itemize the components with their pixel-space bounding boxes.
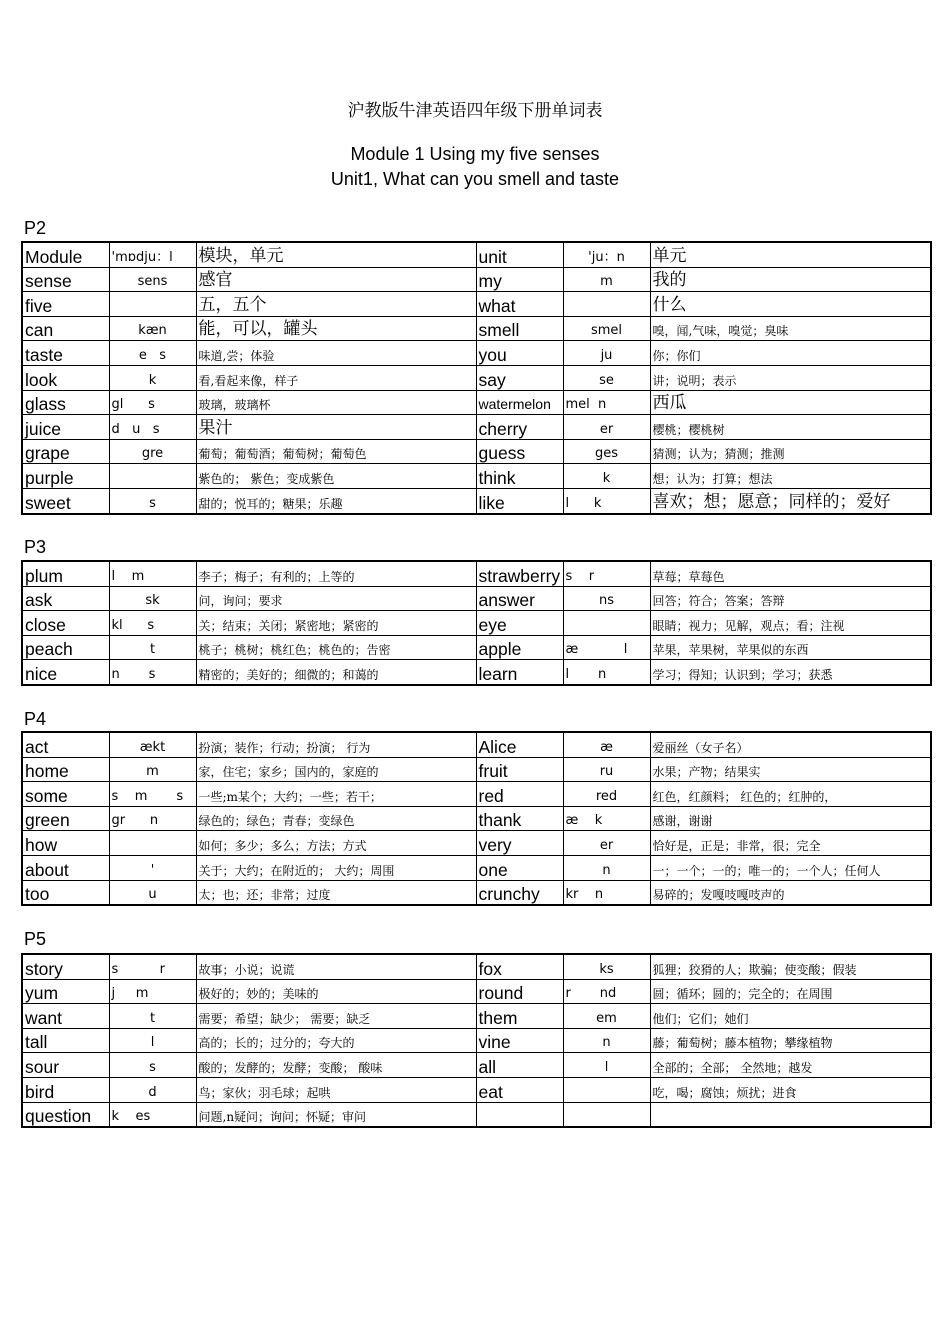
phonetic-cell: er xyxy=(563,415,650,440)
phonetic-cell: ju xyxy=(563,341,650,366)
word-cell: crunchy xyxy=(476,880,563,905)
table-row xyxy=(22,439,931,464)
word-cell: fruit xyxy=(476,757,563,782)
word-cell: them xyxy=(476,1004,563,1029)
word-cell: tall xyxy=(22,1028,109,1053)
module-heading: Module 1 Using my five senses xyxy=(350,144,600,164)
table-row xyxy=(22,1077,931,1102)
word-cell xyxy=(476,1102,563,1127)
meaning-cell: 狐狸；狡猾的人；欺骗；使变酸；假装 xyxy=(650,954,931,979)
meaning-cell: 学习；得知；认识到；学习；获悉 xyxy=(650,660,931,685)
meaning-cell: 果汁 xyxy=(196,415,476,440)
word-cell: thank xyxy=(476,806,563,831)
table-row xyxy=(22,757,931,782)
table-row xyxy=(22,855,931,880)
phonetic-cell: l xyxy=(563,1053,650,1078)
word-cell: home xyxy=(22,757,109,782)
phonetic-cell: ru xyxy=(563,757,650,782)
word-cell: peach xyxy=(22,635,109,660)
meaning-cell: 猜测；认为；猜测；推测 xyxy=(650,439,931,464)
meaning-cell: 吃，喝；腐蚀；烦扰；进食 xyxy=(650,1077,931,1102)
word-cell: guess xyxy=(476,439,563,464)
word-cell: yum xyxy=(22,979,109,1004)
meaning-cell: 全部的；全部； 全然地；越发 xyxy=(650,1053,931,1078)
phonetic-cell: ns xyxy=(563,586,650,611)
table-row xyxy=(22,831,931,856)
table-row xyxy=(22,806,931,831)
meaning-cell: 藤；葡萄树；藤本植物；攀缘植物 xyxy=(650,1028,931,1053)
word-cell: all xyxy=(476,1053,563,1078)
phonetic-cell: sens xyxy=(109,267,196,292)
word-cell: purple xyxy=(22,464,109,489)
phonetic-cell: smel xyxy=(563,316,650,341)
word-cell: one xyxy=(476,855,563,880)
word-cell: cherry xyxy=(476,415,563,440)
word-cell: story xyxy=(22,954,109,979)
table-row xyxy=(22,292,931,317)
meaning-cell: 需要；希望；缺少； 需要；缺乏 xyxy=(196,1004,476,1029)
word-cell: want xyxy=(22,1004,109,1029)
phonetic-cell: k xyxy=(109,365,196,390)
table-row xyxy=(22,586,931,611)
phonetic-cell: æ k xyxy=(563,806,650,831)
word-cell: you xyxy=(476,341,563,366)
word-cell: sweet xyxy=(22,488,109,513)
phonetic-cell: j m xyxy=(109,979,196,1004)
phonetic-cell: t xyxy=(109,1004,196,1029)
meaning-cell: 圆；循环；圆的；完全的；在周围 xyxy=(650,979,931,1004)
meaning-cell: 问，询问；要求 xyxy=(196,586,476,611)
phonetic-cell: kl s xyxy=(109,611,196,636)
word-cell: can xyxy=(22,316,109,341)
meaning-cell: 感官 xyxy=(196,267,476,292)
table-row xyxy=(22,415,931,440)
meaning-cell: 想；认为；打算；想法 xyxy=(650,464,931,489)
phonetic-cell: l xyxy=(109,1028,196,1053)
phonetic-cell xyxy=(109,292,196,317)
phonetic-cell: l n xyxy=(563,660,650,685)
phonetic-cell: kr n xyxy=(563,880,650,905)
word-cell: unit xyxy=(476,242,563,267)
phonetic-cell: æ xyxy=(563,732,650,757)
phonetic-cell: mel n xyxy=(563,390,650,415)
meaning-cell: 苹果，苹果树，苹果似的东西 xyxy=(650,635,931,660)
table-row xyxy=(22,242,931,267)
phonetic-cell: m xyxy=(109,757,196,782)
phonetic-cell xyxy=(109,464,196,489)
word-cell: plum xyxy=(22,561,109,586)
word-cell: strawberry xyxy=(476,561,563,586)
meaning-cell: 单元 xyxy=(650,242,931,267)
table-row xyxy=(22,341,931,366)
table-row xyxy=(22,464,931,489)
phonetic-cell: d xyxy=(109,1077,196,1102)
phonetic-cell: sk xyxy=(109,586,196,611)
phonetic-cell: t xyxy=(109,635,196,660)
meaning-cell: 爱丽丝（女子名） xyxy=(650,732,931,757)
meaning-cell: 太；也；还；非常；过度 xyxy=(196,880,476,905)
word-cell: what xyxy=(476,292,563,317)
page-label-p5: P5 xyxy=(24,929,47,949)
word-cell: Module xyxy=(22,242,109,267)
meaning-cell: 能，可以，罐头 xyxy=(196,316,476,341)
meaning-cell: 喜欢；想；愿意；同样的；爱好 xyxy=(650,488,931,513)
meaning-cell xyxy=(650,1102,931,1127)
unit-heading: Unit1, What can you smell and taste xyxy=(330,169,620,189)
meaning-cell: 易碎的；发嘎吱嘎吱声的 xyxy=(650,880,931,905)
meaning-cell: 感谢，谢谢 xyxy=(650,806,931,831)
word-cell: green xyxy=(22,806,109,831)
table-row xyxy=(22,1053,931,1078)
table-row xyxy=(22,954,931,979)
meaning-cell: 草莓；草莓色 xyxy=(650,561,931,586)
meaning-cell: 红色，红颜料； 红色的；红肿的， xyxy=(650,782,931,807)
phonetic-cell: s r xyxy=(563,561,650,586)
table-row xyxy=(22,1004,931,1029)
word-cell: too xyxy=(22,880,109,905)
phonetic-cell: æ l xyxy=(563,635,650,660)
word-cell: vine xyxy=(476,1028,563,1053)
table-row xyxy=(22,390,931,415)
word-cell: juice xyxy=(22,415,109,440)
word-cell: round xyxy=(476,979,563,1004)
word-cell: nice xyxy=(22,660,109,685)
word-cell: question xyxy=(22,1102,109,1127)
word-cell: eat xyxy=(476,1077,563,1102)
meaning-cell: 水果；产物；结果实 xyxy=(650,757,931,782)
word-cell: ask xyxy=(22,586,109,611)
word-cell: my xyxy=(476,267,563,292)
phonetic-cell: ges xyxy=(563,439,650,464)
meaning-cell: 故事；小说；说谎 xyxy=(196,954,476,979)
word-cell: think xyxy=(476,464,563,489)
word-cell: about xyxy=(22,855,109,880)
word-cell: learn xyxy=(476,660,563,685)
word-cell: five xyxy=(22,292,109,317)
phonetic-cell: m xyxy=(563,267,650,292)
phonetic-cell: em xyxy=(563,1004,650,1029)
phonetic-cell xyxy=(563,611,650,636)
table-row xyxy=(22,635,931,660)
word-cell: look xyxy=(22,365,109,390)
meaning-cell: 味道,尝；体验 xyxy=(196,341,476,366)
page-label-p3: P3 xyxy=(24,537,47,557)
phonetic-cell: 'ju：n xyxy=(563,242,650,267)
phonetic-cell: l m xyxy=(109,561,196,586)
word-cell: like xyxy=(476,488,563,513)
word-cell: fox xyxy=(476,954,563,979)
phonetic-cell: kæn xyxy=(109,316,196,341)
meaning-cell: 鸟；家伙；羽毛球；起哄 xyxy=(196,1077,476,1102)
vocab-table-p4 xyxy=(21,731,932,906)
meaning-cell: 家，住宅；家乡；国内的，家庭的 xyxy=(196,757,476,782)
meaning-cell: 高的；长的；过分的；夸大的 xyxy=(196,1028,476,1053)
phonetic-cell: r nd xyxy=(563,979,650,1004)
phonetic-cell: n s xyxy=(109,660,196,685)
vocab-table-p3 xyxy=(21,560,932,686)
meaning-cell: 葡萄；葡萄酒；葡萄树；葡萄色 xyxy=(196,439,476,464)
table-row xyxy=(22,732,931,757)
phonetic-cell: k es xyxy=(109,1102,196,1127)
phonetic-cell: red xyxy=(563,782,650,807)
meaning-cell: 看,看起来像，样子 xyxy=(196,365,476,390)
phonetic-cell: gr n xyxy=(109,806,196,831)
meaning-cell: 如何；多少；多么；方法；方式 xyxy=(196,831,476,856)
table-row xyxy=(22,267,931,292)
phonetic-cell xyxy=(109,831,196,856)
word-cell: answer xyxy=(476,586,563,611)
word-cell: how xyxy=(22,831,109,856)
phonetic-cell: s m s xyxy=(109,782,196,807)
phonetic-cell: se xyxy=(563,365,650,390)
phonetic-cell: u xyxy=(109,880,196,905)
word-cell: sour xyxy=(22,1053,109,1078)
meaning-cell: 五，五个 xyxy=(196,292,476,317)
table-row xyxy=(22,660,931,685)
table-row xyxy=(22,611,931,636)
meaning-cell: 紫色的； 紫色；变成紫色 xyxy=(196,464,476,489)
phonetic-cell xyxy=(563,292,650,317)
table-row xyxy=(22,488,931,513)
meaning-cell: 一些;m某个；大约；一些；若干； xyxy=(196,782,476,807)
meaning-cell: 嗅，闻,气味，嗅觉；臭味 xyxy=(650,316,931,341)
meaning-cell: 李子；梅子；有利的；上等的 xyxy=(196,561,476,586)
meaning-cell: 关于；大约；在附近的； 大约；周围 xyxy=(196,855,476,880)
word-cell: grape xyxy=(22,439,109,464)
meaning-cell: 我的 xyxy=(650,267,931,292)
meaning-cell: 模块，单元 xyxy=(196,242,476,267)
word-cell: bird xyxy=(22,1077,109,1102)
meaning-cell: 什么 xyxy=(650,292,931,317)
vocab-table-p2 xyxy=(21,241,932,515)
phonetic-cell: er xyxy=(563,831,650,856)
table-row xyxy=(22,1102,931,1127)
word-cell: apple xyxy=(476,635,563,660)
meaning-cell: 你；你们 xyxy=(650,341,931,366)
phonetic-cell: l k xyxy=(563,488,650,513)
phonetic-cell: ks xyxy=(563,954,650,979)
meaning-cell: 玻璃，玻璃杯 xyxy=(196,390,476,415)
meaning-cell: 极好的；妙的；美味的 xyxy=(196,979,476,1004)
word-cell: red xyxy=(476,782,563,807)
word-cell: watermelon xyxy=(476,390,563,415)
phonetic-cell: gl s xyxy=(109,390,196,415)
meaning-cell: 扮演；装作；行动；扮演； 行为 xyxy=(196,732,476,757)
meaning-cell: 恰好是，正是；非常，很；完全 xyxy=(650,831,931,856)
phonetic-cell xyxy=(563,1102,650,1127)
page-title: 沪教版牛津英语四年级下册单词表 xyxy=(347,101,603,121)
table-row xyxy=(22,316,931,341)
word-cell: say xyxy=(476,365,563,390)
meaning-cell: 酸的；发酵的；发酵；变酸； 酸味 xyxy=(196,1053,476,1078)
table-row xyxy=(22,880,931,905)
meaning-cell: 甜的；悦耳的；糖果；乐趣 xyxy=(196,488,476,513)
meaning-cell: 一；一个；一的；唯一的；一个人；任何人 xyxy=(650,855,931,880)
phonetic-cell: s r xyxy=(109,954,196,979)
word-cell: taste xyxy=(22,341,109,366)
phonetic-cell: e s xyxy=(109,341,196,366)
word-cell: Alice xyxy=(476,732,563,757)
word-cell: sense xyxy=(22,267,109,292)
phonetic-cell: ' xyxy=(109,855,196,880)
phonetic-cell: d u s xyxy=(109,415,196,440)
meaning-cell: 桃子；桃树；桃红色；桃色的；告密 xyxy=(196,635,476,660)
vocab-table-p5 xyxy=(21,953,932,1128)
meaning-cell: 回答；符合；答案；答辩 xyxy=(650,586,931,611)
meaning-cell: 问题,n疑问；询问；怀疑；审问 xyxy=(196,1102,476,1127)
table-row xyxy=(22,1028,931,1053)
phonetic-cell: ækt xyxy=(109,732,196,757)
word-cell: eye xyxy=(476,611,563,636)
meaning-cell: 精密的；美好的；细微的；和蔼的 xyxy=(196,660,476,685)
phonetic-cell: s xyxy=(109,488,196,513)
table-row xyxy=(22,561,931,586)
page-label-p2: P2 xyxy=(24,218,47,238)
word-cell: act xyxy=(22,732,109,757)
meaning-cell: 关；结束；关闭；紧密地；紧密的 xyxy=(196,611,476,636)
table-row xyxy=(22,365,931,390)
meaning-cell: 眼睛；视力；见解，观点；看；注视 xyxy=(650,611,931,636)
word-cell: smell xyxy=(476,316,563,341)
word-cell: very xyxy=(476,831,563,856)
phonetic-cell: gre xyxy=(109,439,196,464)
phonetic-cell: s xyxy=(109,1053,196,1078)
meaning-cell: 他们；它们；她们 xyxy=(650,1004,931,1029)
word-cell: glass xyxy=(22,390,109,415)
phonetic-cell: k xyxy=(563,464,650,489)
page-label-p4: P4 xyxy=(24,709,47,729)
table-row xyxy=(22,979,931,1004)
meaning-cell: 西瓜 xyxy=(650,390,931,415)
table-row xyxy=(22,782,931,807)
phonetic-cell: n xyxy=(563,1028,650,1053)
word-cell: some xyxy=(22,782,109,807)
phonetic-cell xyxy=(563,1077,650,1102)
phonetic-cell: 'mɒdju：l xyxy=(109,242,196,267)
word-cell: close xyxy=(22,611,109,636)
meaning-cell: 绿色的；绿色；青春；变绿色 xyxy=(196,806,476,831)
meaning-cell: 讲；说明；表示 xyxy=(650,365,931,390)
phonetic-cell: n xyxy=(563,855,650,880)
meaning-cell: 樱桃；樱桃树 xyxy=(650,415,931,440)
